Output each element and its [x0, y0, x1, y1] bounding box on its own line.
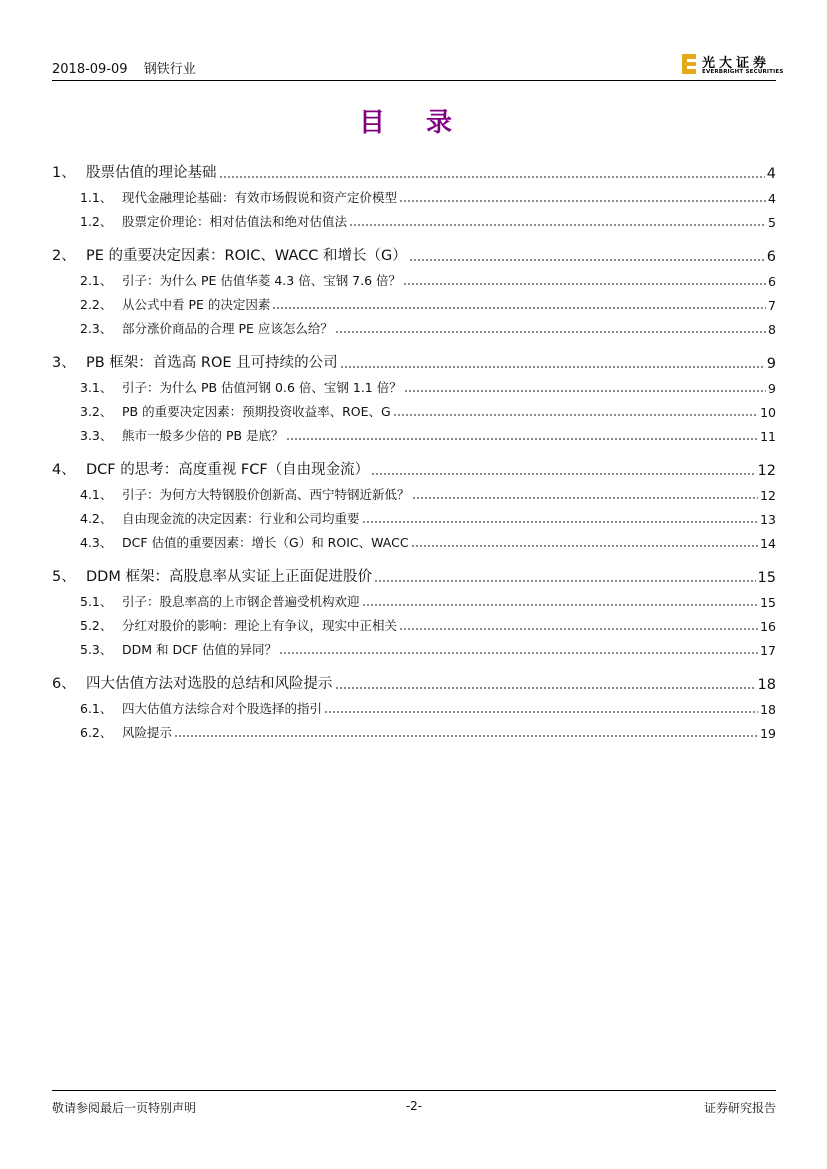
toc-page: 15: [757, 570, 776, 586]
toc-page: 16: [760, 619, 776, 634]
toc-page: 6: [768, 274, 776, 289]
toc-leader: [399, 200, 766, 202]
toc-page: 17: [760, 643, 776, 658]
toc-entry[interactable]: [52, 503, 776, 527]
toc-number: 3.2、: [80, 404, 113, 419]
logo-english-name: EVERBRIGHT SECURITIES: [702, 69, 784, 75]
toc-text: 四大估值方法对选股的总结和风险提示: [86, 676, 333, 692]
table-of-contents: [52, 156, 776, 741]
page-title: 目 录: [358, 108, 469, 138]
toc-text: 现代金融理论基础：有效市场假说和资产定价模型: [122, 190, 398, 205]
toc-number: 6.2、: [80, 725, 113, 740]
toc-entry[interactable]: [52, 206, 776, 230]
toc-number: 4.2、: [80, 511, 113, 526]
toc-page: 15: [760, 595, 776, 610]
toc-text: 分红对股价的影响：理论上有争议，现实中正相关: [122, 618, 398, 633]
toc-page: 13: [760, 512, 776, 527]
toc-number: 1.1、: [80, 190, 113, 205]
toc-text: 从公式中看 PE 的决定因素: [122, 297, 271, 312]
toc-text: DDM 和 DCF 估值的异同？: [122, 642, 277, 657]
toc-page: 4: [766, 166, 776, 182]
toc-page: 11: [760, 429, 776, 444]
toc-page: 9: [768, 381, 776, 396]
toc-entry[interactable]: [52, 586, 776, 610]
toc-leader: [403, 283, 766, 285]
toc-text: 自由现金流的决定因素：行业和公司均重要: [122, 511, 360, 526]
toc-entry[interactable]: [52, 156, 776, 182]
header-info: [52, 58, 196, 77]
toc-page: 5: [768, 215, 776, 230]
toc-leader: [412, 497, 759, 499]
toc-leader: [399, 628, 758, 630]
toc-number: 2、: [52, 248, 76, 264]
toc-number: 4、: [52, 462, 76, 478]
toc-entry[interactable]: [52, 717, 776, 741]
toc-leader: [371, 473, 755, 475]
toc-text: PE 的重要决定因素：ROIC、WACC 和增长（G）: [86, 248, 407, 264]
toc-number: 5.2、: [80, 618, 113, 633]
toc-text: 股票估值的理论基础: [86, 165, 217, 181]
toc-page: 7: [768, 298, 776, 313]
toc-entry[interactable]: [52, 420, 776, 444]
toc-page: 4: [768, 191, 776, 206]
toc-number: 4.3、: [80, 535, 113, 550]
toc-number: 2.1、: [80, 273, 113, 288]
toc-number: 6.1、: [80, 701, 113, 716]
toc-page: 12: [757, 463, 776, 479]
toc-leader: [374, 580, 756, 582]
toc-page: 14: [760, 536, 776, 551]
page-number: -2-: [405, 1099, 423, 1113]
toc-number: 2.3、: [80, 321, 113, 336]
toc-leader: [362, 521, 759, 523]
report-type: 证券研究报告: [703, 1101, 776, 1115]
industry-label: 钢铁行业: [143, 62, 196, 77]
toc-number: 3、: [52, 355, 76, 371]
toc-number: 1.2、: [80, 214, 113, 229]
toc-entry[interactable]: [52, 610, 776, 634]
toc-entry[interactable]: [52, 479, 776, 503]
toc-entry[interactable]: [52, 527, 776, 551]
toc-text: DCF 的思考：高度重视 FCF（自由现金流）: [86, 462, 370, 478]
toc-text: 熊市一般多少倍的 PB 是底？: [122, 428, 284, 443]
toc-number: 5.3、: [80, 642, 113, 657]
toc-text: 股票定价理论：相对估值法和绝对估值法: [122, 214, 348, 229]
toc-text: 引子：为什么 PE 估值华菱 4.3 倍、宝钢 7.6 倍？: [122, 273, 402, 288]
toc-leader: [219, 176, 765, 178]
toc-leader: [279, 652, 758, 654]
toc-leader: [335, 331, 766, 333]
company-logo: [682, 52, 784, 78]
toc-leader: [286, 438, 759, 440]
toc-text: 引子：为何方大特钢股价创新高、西宁特钢近新低？: [122, 487, 410, 502]
toc-entry[interactable]: [52, 453, 776, 479]
toc-text: 四大估值方法综合对个股选择的指引: [122, 701, 323, 716]
toc-text: PB 的重要决定因素：预期投资收益率、ROE、G: [122, 404, 391, 419]
toc-entry[interactable]: [52, 182, 776, 206]
toc-number: 3.3、: [80, 428, 113, 443]
toc-entry[interactable]: [52, 239, 776, 265]
toc-page: 8: [768, 322, 776, 337]
toc-entry[interactable]: [52, 289, 776, 313]
toc-leader: [411, 545, 759, 547]
toc-entry[interactable]: [52, 313, 776, 337]
toc-text: 引子：股息率高的上市钢企普遍受机构欢迎: [122, 594, 360, 609]
toc-page: 18: [757, 677, 776, 693]
toc-text: PB 框架：首选高 ROE 且可持续的公司: [86, 355, 338, 371]
toc-page: 18: [760, 702, 776, 717]
page-footer: [52, 1090, 776, 1121]
toc-text: 风险提示: [122, 725, 173, 740]
toc-leader: [335, 687, 756, 689]
toc-number: 5.1、: [80, 594, 113, 609]
disclaimer-note: 敬请参阅最后一页特别声明: [52, 1101, 197, 1115]
toc-leader: [362, 604, 759, 606]
logo-mark-icon: [682, 54, 696, 74]
toc-leader: [349, 224, 766, 226]
report-date: 2018-09-09: [52, 62, 128, 77]
toc-text: 引子：为什么 PB 估值河钢 0.6 倍、宝钢 1.1 倍？: [122, 380, 402, 395]
toc-number: 3.1、: [80, 380, 113, 395]
toc-leader: [174, 735, 758, 737]
toc-entry[interactable]: [52, 265, 776, 289]
toc-page: 19: [760, 726, 776, 741]
toc-leader: [409, 259, 765, 261]
toc-page: 12: [760, 488, 776, 503]
toc-entry[interactable]: [52, 396, 776, 420]
page-header: [52, 52, 784, 81]
toc-leader: [324, 711, 758, 713]
toc-leader: [404, 390, 766, 392]
toc-number: 5、: [52, 569, 76, 585]
toc-page: 6: [766, 249, 776, 265]
toc-number: 1、: [52, 165, 76, 181]
toc-number: 2.2、: [80, 297, 113, 312]
toc-entry[interactable]: [52, 693, 776, 717]
toc-leader: [272, 307, 766, 309]
toc-entry[interactable]: [52, 346, 776, 372]
toc-text: DDM 框架：高股息率从实证上正面促进股价: [86, 569, 372, 585]
logo-chinese-name: 光大证券: [702, 56, 771, 71]
toc-leader: [393, 414, 758, 416]
toc-text: 部分涨价商品的合理 PE 应该怎么给？: [122, 321, 333, 336]
toc-number: 4.1、: [80, 487, 113, 502]
toc-page: 10: [760, 405, 776, 420]
toc-number: 6、: [52, 676, 76, 692]
toc-text: DCF 估值的重要因素：增长（G）和 ROIC、WACC: [122, 535, 409, 550]
toc-entry[interactable]: [52, 560, 776, 586]
toc-entry[interactable]: [52, 372, 776, 396]
toc-leader: [340, 366, 765, 368]
toc-page: 9: [766, 356, 776, 372]
toc-entry[interactable]: [52, 634, 776, 658]
toc-entry[interactable]: [52, 667, 776, 693]
